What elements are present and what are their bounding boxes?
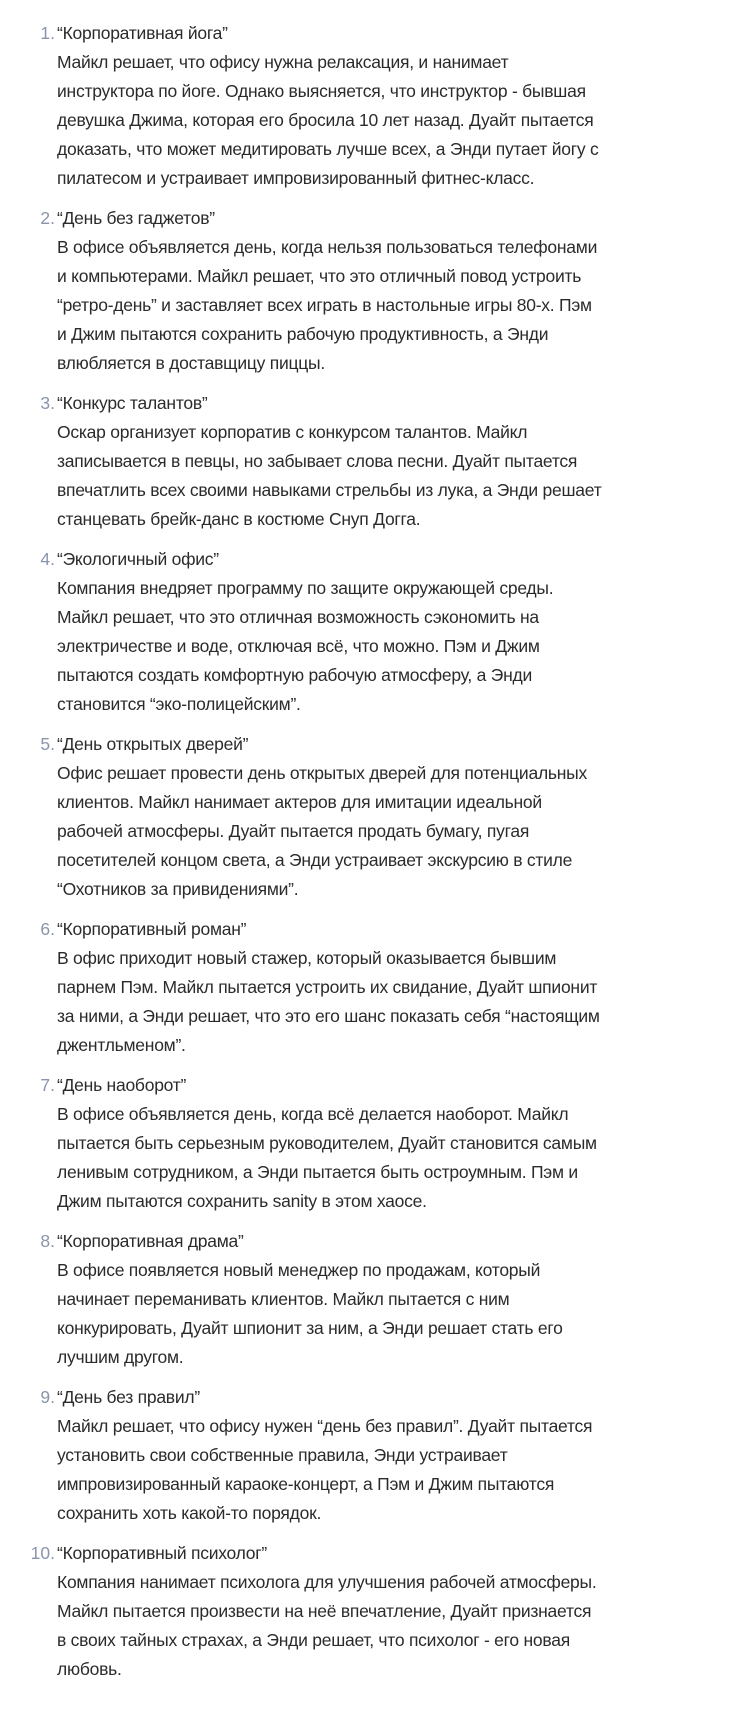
episode-description-line: Офис решает провести день открытых дверей для потенциальных	[57, 763, 588, 783]
episode-description-line: В офисе появляется новый менеджер по продажам, который	[57, 1260, 541, 1280]
episode-description-line: В офисе объявляется день, когда нельзя пользоваться телефонами	[57, 237, 598, 257]
list-item	[0, 1539, 731, 1684]
episode-title: “День без правил”	[57, 1387, 200, 1407]
episode-description-line: В офисе объявляется день, когда всё делается наоборот. Майкл	[57, 1104, 569, 1124]
list-item	[0, 545, 731, 719]
episode-description-line: и компьютерами. Майкл решает, что это отличный повод устроить	[57, 266, 582, 286]
episode-description-line: Майкл решает, что офису нужен “день без правил”. Дуайт пытается	[57, 1416, 593, 1436]
episode-description-line: записывается в певцы, но забывает слова песни. Дуайт пытается	[57, 451, 578, 471]
list-item	[0, 1227, 731, 1372]
episode-description-line: девушка Джима, которая его бросила 10 лет назад. Дуайт пытается	[57, 110, 594, 130]
episode-description-line: начинает переманивать клиентов. Майкл пытается с ним	[57, 1289, 510, 1309]
episode-description-line: станцевать брейк-данс в костюме Снуп Догга.	[57, 509, 421, 529]
episode-description-line: доказать, что может медитировать лучше всех, а Энди путает йогу с	[57, 139, 599, 159]
list-number: 8.	[40, 1231, 55, 1251]
list-number: 4.	[40, 549, 55, 569]
episode-description-line: в своих тайных страхах, а Энди решает, что психолог - его новая	[57, 1630, 570, 1650]
episode-title: “Конкурс талантов”	[57, 393, 208, 413]
episode-description-line: и Джим пытаются сохранить рабочую продуктивность, а Энди	[57, 324, 549, 344]
episode-title: “Корпоративный психолог”	[57, 1543, 267, 1563]
list-item	[0, 204, 731, 378]
episode-description-line: за ними, а Энди решает, что это его шанс показать себя “настоящим	[57, 1006, 600, 1026]
episode-description-line: ленивым сотрудником, а Энди пытается быть остроумным. Пэм и	[57, 1162, 578, 1182]
list-number: 3.	[40, 393, 55, 413]
episode-description-line: парнем Пэм. Майкл пытается устроить их свидание, Дуайт шпионит	[57, 977, 598, 997]
episode-description-line: Компания нанимает психолога для улучшения рабочей атмосферы.	[57, 1572, 597, 1592]
episode-description-line: клиентов. Майкл нанимает актеров для имитации идеальной	[57, 792, 542, 812]
episode-description-line: сохранить хоть какой-то порядок.	[57, 1503, 322, 1523]
episode-title: “Экологичный офис”	[57, 549, 219, 569]
list-item	[0, 389, 731, 534]
list-item	[0, 19, 731, 193]
episode-description-line: установить свои собственные правила, Энди устраивает	[57, 1445, 508, 1465]
list-number: 7.	[40, 1075, 55, 1095]
episode-description-line: впечатлить всех своими навыками стрельбы из лука, а Энди решает	[57, 480, 602, 500]
list-number: 6.	[40, 919, 55, 939]
episode-description-line: пилатесом и устраивает импровизированный фитнес-класс.	[57, 168, 535, 188]
episode-description-line: пытаются создать комфортную рабочую атмосферу, а Энди	[57, 665, 532, 685]
episode-description-line: импровизированный караоке-концерт, а Пэм и Джим пытаются	[57, 1474, 555, 1494]
episode-description-line: В офис приходит новый стажер, который оказывается бывшим	[57, 948, 557, 968]
list-number: 2.	[40, 208, 55, 228]
episode-title: “Корпоративная драма”	[57, 1231, 244, 1251]
episode-description-line: джентльменом”.	[57, 1035, 186, 1055]
episode-description-line: рабочей атмосферы. Дуайт пытается продать бумагу, пугая	[57, 821, 530, 841]
episode-description-line: инструктора по йоге. Однако выясняется, что инструктор - бывшая	[57, 81, 586, 101]
episode-description-line: посетителей концом света, а Энди устраивает экскурсию в стиле	[57, 850, 573, 870]
list-item	[0, 1071, 731, 1216]
episode-title: “День без гаджетов”	[57, 208, 215, 228]
list-number: 10.	[30, 1543, 55, 1563]
list-item	[0, 730, 731, 904]
episode-description-line: становится “эко-полицейским”.	[57, 694, 301, 714]
episode-description-line: конкурировать, Дуайт шпионит за ним, а Энди решает стать его	[57, 1318, 563, 1338]
episode-description-line: влюбляется в доставщицу пиццы.	[57, 353, 325, 373]
episode-description-line: “ретро-день” и заставляет всех играть в настольные игры 80-х. Пэм	[57, 295, 592, 315]
episode-description-line: Майкл решает, что это отличная возможность сэкономить на	[57, 607, 539, 627]
episode-description-line: электричестве и воде, отключая всё, что можно. Пэм и Джим	[57, 636, 540, 656]
episode-description-line: Майкл пытается произвести на неё впечатление, Дуайт признается	[57, 1601, 592, 1621]
episode-title: “День наоборот”	[57, 1075, 187, 1095]
episode-description-line: лучшим другом.	[57, 1347, 184, 1367]
episode-description-line: Джим пытаются сохранить sanity в этом хаосе.	[57, 1191, 427, 1211]
episode-description-line: Майкл решает, что офису нужна релаксация, и нанимает	[57, 52, 509, 72]
episode-description-line: пытается быть серьезным руководителем, Дуайт становится самым	[57, 1133, 597, 1153]
list-number: 5.	[40, 734, 55, 754]
list-number: 1.	[40, 23, 55, 43]
episode-title: “Корпоративный роман”	[57, 919, 247, 939]
episode-description-line: Компания внедряет программу по защите окружающей среды.	[57, 578, 554, 598]
episode-description-line: Оскар организует корпоратив с конкурсом талантов. Майкл	[57, 422, 528, 442]
episode-title: “Корпоративная йога”	[57, 23, 228, 43]
list-number: 9.	[40, 1387, 55, 1407]
episode-title: “День открытых дверей”	[57, 734, 249, 754]
list-item	[0, 915, 731, 1060]
episode-description-line: любовь.	[57, 1659, 122, 1679]
episode-description-line: “Охотников за привидениями”.	[57, 879, 299, 899]
list-item	[0, 1383, 731, 1528]
